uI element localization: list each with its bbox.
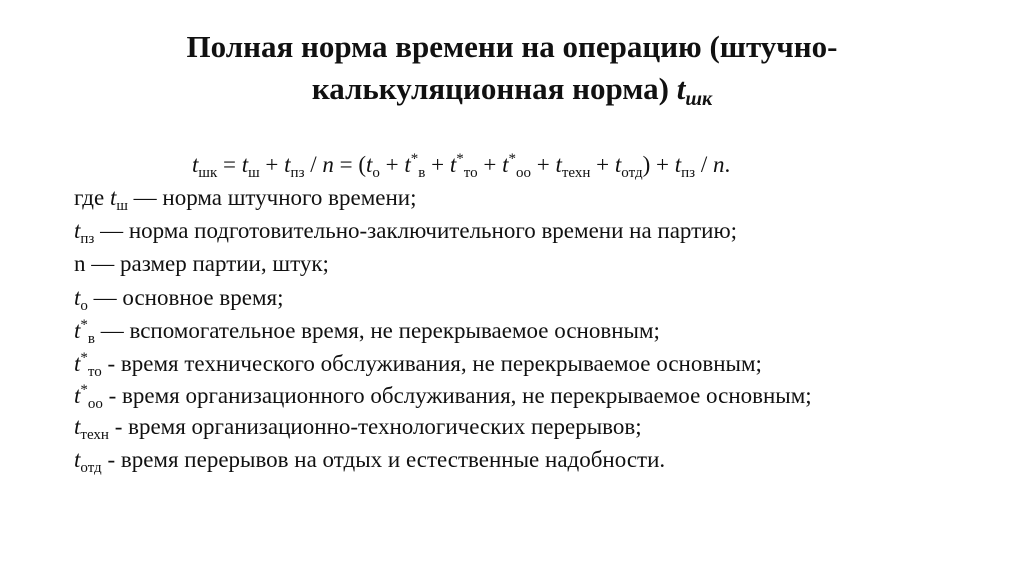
formula-op: / <box>304 152 323 177</box>
formula-n: n <box>712 152 725 177</box>
legend-row-t-otd <box>74 447 934 477</box>
formula-sub: пз <box>290 165 305 181</box>
legend-text: - время технического обслуживания, не перекрываемое основным; <box>101 350 762 376</box>
formula-op: + <box>477 152 503 177</box>
legend-symbol: t <box>74 414 81 440</box>
formula-sub: то <box>463 165 478 181</box>
title-line-2 <box>0 68 1024 120</box>
formula-op: + <box>259 152 285 177</box>
formula-t: t <box>449 152 457 177</box>
legend-sub: то <box>87 363 102 380</box>
formula-t: t <box>192 152 199 177</box>
formula-op: + <box>531 152 556 177</box>
formula-op: . <box>724 152 731 177</box>
formula-sub: оо <box>516 165 531 181</box>
formula-sub: шк <box>198 165 218 181</box>
legend-text: — норма штучного времени; <box>127 185 417 210</box>
legend-symbol: t <box>74 350 81 376</box>
formula-op: + <box>590 152 615 177</box>
legend-text: - время организационного обслуживания, не перекрываемое основным; <box>102 383 812 409</box>
formula-t: t <box>674 152 682 177</box>
legend-text: — вспомогательное время, не перекрываемое основным; <box>94 317 660 343</box>
formula-op: + <box>379 152 405 177</box>
legend-text: - время перерывов на отдых и естественные надобности. <box>101 447 666 473</box>
formula-t: t <box>404 152 411 177</box>
legend-sub: техн <box>80 427 109 444</box>
formula-op: = ( <box>333 152 367 177</box>
title-line-1: Полная норма времени на операцию (штучно- <box>186 29 838 64</box>
legend-prefix: где <box>74 185 110 210</box>
legend-sub: оо <box>87 396 103 413</box>
legend-star: * <box>80 316 88 333</box>
formula-t: t <box>502 152 509 177</box>
formula-op: = <box>217 152 242 177</box>
formula <box>192 150 730 180</box>
formula-t: t <box>366 152 373 177</box>
legend-row-t-oo <box>74 382 934 413</box>
legend-star: * <box>80 349 88 366</box>
legend-symbol: t <box>74 284 81 310</box>
legend-row-t-tehn <box>74 414 934 444</box>
formula-t: t <box>284 152 291 177</box>
legend-list <box>74 186 934 482</box>
legend-text: - время организационно-технологических перерывов; <box>108 414 642 440</box>
legend-star: * <box>80 382 88 399</box>
slide-title <box>0 26 1024 120</box>
legend-row-t-to <box>74 349 934 380</box>
formula-sub: техн <box>561 165 591 181</box>
formula-sub: пз <box>681 165 696 181</box>
legend-row-t-pz <box>74 218 934 248</box>
legend-sub: пз <box>80 231 95 248</box>
legend-text: n — размер партии, штук; <box>74 251 329 277</box>
legend-symbol: t <box>74 317 81 343</box>
legend-row-t-sh <box>74 185 934 214</box>
formula-t: t <box>614 152 622 177</box>
legend-symbol: t <box>74 383 81 409</box>
legend-symbol: t <box>74 447 81 473</box>
formula-sub: в <box>418 165 426 181</box>
formula-op: / <box>695 152 713 177</box>
formula-star: * <box>456 151 464 167</box>
legend-row-n <box>74 252 934 276</box>
formula-star: * <box>410 151 419 167</box>
formula-sub: ш <box>248 165 260 181</box>
formula-sub: о <box>372 165 380 181</box>
legend-sub: о <box>80 297 88 314</box>
title-line-2-text: калькуляционная норма) <box>311 71 669 106</box>
title-symbol-sub: шк <box>685 88 713 110</box>
legend-text: — норма подготовительно-заключительного времени на партию; <box>94 218 738 244</box>
legend-row-t-o <box>74 284 934 314</box>
legend-sub: ш <box>116 198 128 214</box>
title-symbol: t <box>676 71 686 106</box>
formula-t: t <box>241 152 249 177</box>
legend-text: — основное время; <box>87 284 284 310</box>
formula-op: + <box>425 152 450 177</box>
formula-op: ) + <box>642 152 675 177</box>
formula-sub: отд <box>621 165 643 181</box>
formula-t: t <box>555 152 562 177</box>
legend-sub: отд <box>80 460 102 477</box>
formula-star: * <box>508 151 516 167</box>
formula-n: n <box>322 152 334 177</box>
legend-row-t-v <box>74 316 934 347</box>
legend-symbol: t <box>74 218 81 244</box>
legend-sub: в <box>87 330 95 347</box>
legend-symbol: t <box>109 185 117 210</box>
